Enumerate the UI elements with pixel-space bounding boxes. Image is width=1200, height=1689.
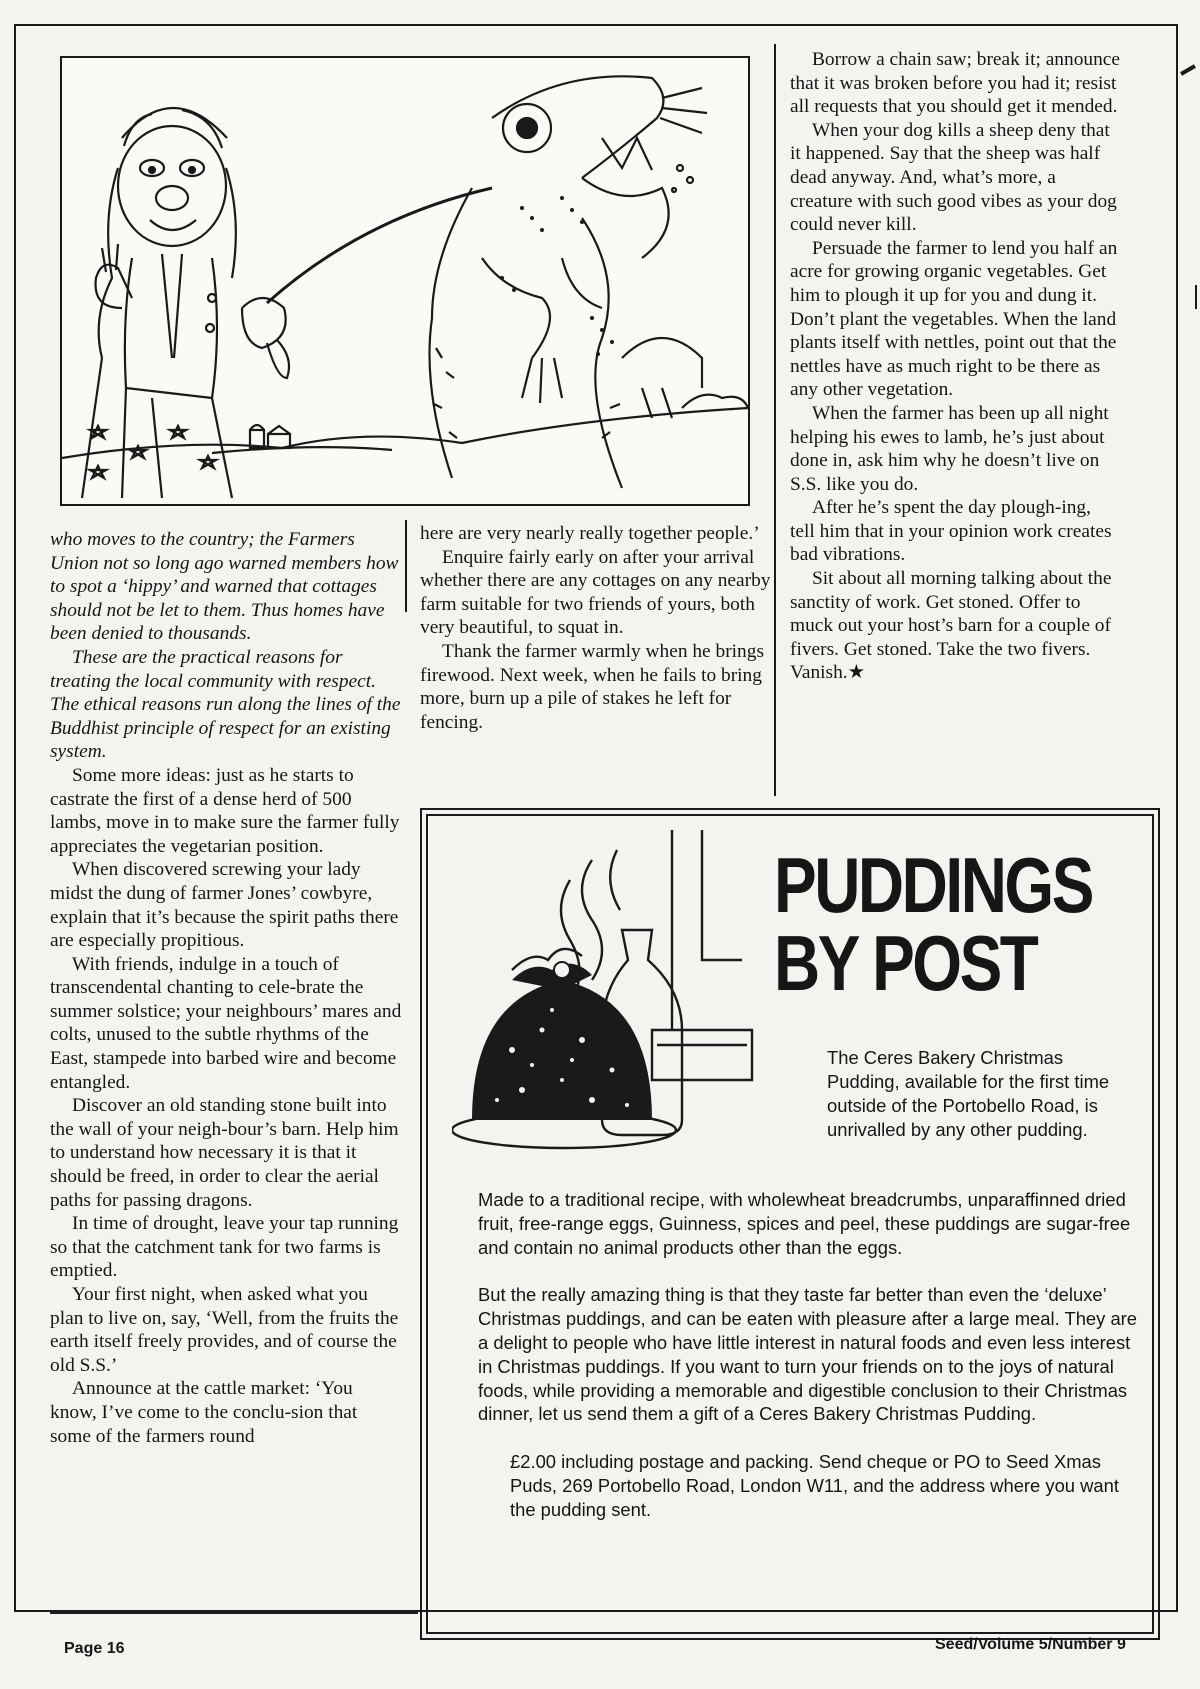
article-paragraph: In time of drought, leave your tap running so that the catchment tank for two farms is emptied. bbox=[50, 1213, 399, 1282]
article-paragraph: When your dog kills a sheep deny that it happened. Say that the sheep was half dead anyway. And, what’s more, a creature with such good vibes as your dog could never kill. bbox=[790, 119, 1117, 236]
cartoon-illustration bbox=[60, 56, 750, 506]
advert-price-paragraph: £2.00 including postage and packing. Send cheque or PO to Seed Xmas Puds, 269 Portobello Road, London W11, and the address where you want the pudding sent. bbox=[510, 1451, 1119, 1520]
article-paragraph: Announce at the cattle market: ‘You know, I’ve come to the conclu-sion that some of the farmers round bbox=[50, 1378, 358, 1447]
article-paragraph: With friends, indulge in a touch of transcendental chanting to cele-brate the summer solstice; your neighbours’ mares and colts, unused to the subtle rhythms of the East, stampede into barbed wire and become entangled. bbox=[50, 953, 402, 1093]
margin-mark bbox=[1195, 285, 1197, 309]
article-paragraph-italic: who moves to the country; the Farmers Union not so long ago warned members how to spot a ‘hippy’ and warned that cottages should not be let to them. Thus homes have been denied to thousands. bbox=[50, 529, 399, 645]
advert-headline-line: BY POST bbox=[774, 919, 1037, 1007]
article-paragraph: Discover an old standing stone built into the wall of your neigh-bour’s barn. Help him to understand how necessary it is that it should be freed, in order to clear the aerial paths for passing dragons. bbox=[50, 1095, 399, 1211]
puddings-advert bbox=[420, 808, 1160, 1640]
article-column-middle bbox=[420, 522, 772, 734]
christmas-pudding-illustration bbox=[452, 830, 792, 1160]
advert-paragraph: Made to a traditional recipe, with wholewheat breadcrumbs, unparaffinned dried fruit, free-range eggs, Guinness, spices and peel, these puddings are sugar-free and contain no animal products other than the eggs. bbox=[478, 1189, 1131, 1258]
margin-mark bbox=[1180, 64, 1196, 75]
article-paragraph: Borrow a chain saw; break it; announce that it was broken before you had it; resist all requests that you should get it mended. bbox=[790, 49, 1120, 118]
article-paragraph: Persuade the farmer to lend you half an acre for growing organic vegetables. Get him to plough it up for you and dung it. Don’t plant the vegetables. When the land plants itself with nettles, point out that the nettles have as much right to be there as any other vegetation. bbox=[790, 237, 1118, 401]
article-paragraph: here are very nearly really together people.’ bbox=[420, 523, 760, 544]
article-paragraph: When discovered screwing your lady midst the dung of farmer Jones’ cowbyre, explain that it’s because the spirit paths there are especially propitious. bbox=[50, 859, 399, 952]
advert-headline-line: PUDDINGS bbox=[774, 841, 1092, 929]
article-paragraph: Your first night, when asked what you plan to live on, say, ‘Well, from the fruits the earth itself freely provides, and of course the old S.S.’ bbox=[50, 1284, 399, 1376]
article-paragraph: After he’s spent the day plough-ing, tell him that in your opinion work creates bad vibrations. bbox=[790, 497, 1112, 566]
article-paragraph: When the farmer has been up all night helping his ewes to lamb, he’s just about done in, ask him why he doesn’t live on S.S. like you do. bbox=[790, 402, 1109, 495]
page-number: Page 16 bbox=[64, 1640, 125, 1657]
article-paragraph: Thank the farmer warmly when he brings firewood. Next week, when he fails to bring more, burn up a pile of stakes he left for fencing. bbox=[420, 640, 764, 733]
advert-intro: The Ceres Bakery Christmas Pudding, available for the first time outside of the Portobello Road, is unrivalled by any other pudding. bbox=[827, 1047, 1110, 1140]
article-column-right bbox=[790, 48, 1120, 685]
column-rule-middle bbox=[405, 520, 407, 612]
article-paragraph: Some more ideas: just as he starts to castrate the first of a dense herd of 500 lambs, move in to make sure the farmer fully appreciates the vegetarian position. bbox=[50, 764, 400, 857]
advert-paragraph: But the really amazing thing is that they taste far better than even the ‘deluxe’ Christmas puddings, and can be eaten with pleasure after a large meal. They are a delight to people who have little interest in natural foods and even less interest in Christmas puddings. If you want to turn your friends on to the joys of natural foods, while providing a memorable and digestible conclusion to their Christmas dinner, let us send them a gift of a Ceres Bakery Christmas Pudding. bbox=[478, 1284, 1138, 1425]
column-rule-right bbox=[774, 44, 776, 796]
article-column-left bbox=[50, 528, 402, 1448]
advert-headline bbox=[774, 841, 1092, 1007]
column-rule-frame-right bbox=[1176, 44, 1178, 796]
left-column-bottom-rule bbox=[50, 1612, 418, 1614]
article-paragraph: Enquire fairly early on after your arrival whether there are any cottages on any nearby farm suitable for two friends of yours, both very beautiful, to squat in. bbox=[420, 546, 771, 639]
article-paragraph-italic: These are the practical reasons for treating the local community with respect. The ethical reasons run along the lines of the Buddhist principle of respect for an existing system. bbox=[50, 646, 401, 763]
article-paragraph: Sit about all morning talking about the sanctity of work. Get stoned. Offer to muck out your host’s barn for a couple of fivers. Get stoned. Take the two fivers. Vanish.★ bbox=[790, 568, 1112, 684]
advert-body bbox=[478, 1188, 1138, 1546]
issue-label: Seed/Volume 5/Number 9 bbox=[935, 1636, 1126, 1653]
